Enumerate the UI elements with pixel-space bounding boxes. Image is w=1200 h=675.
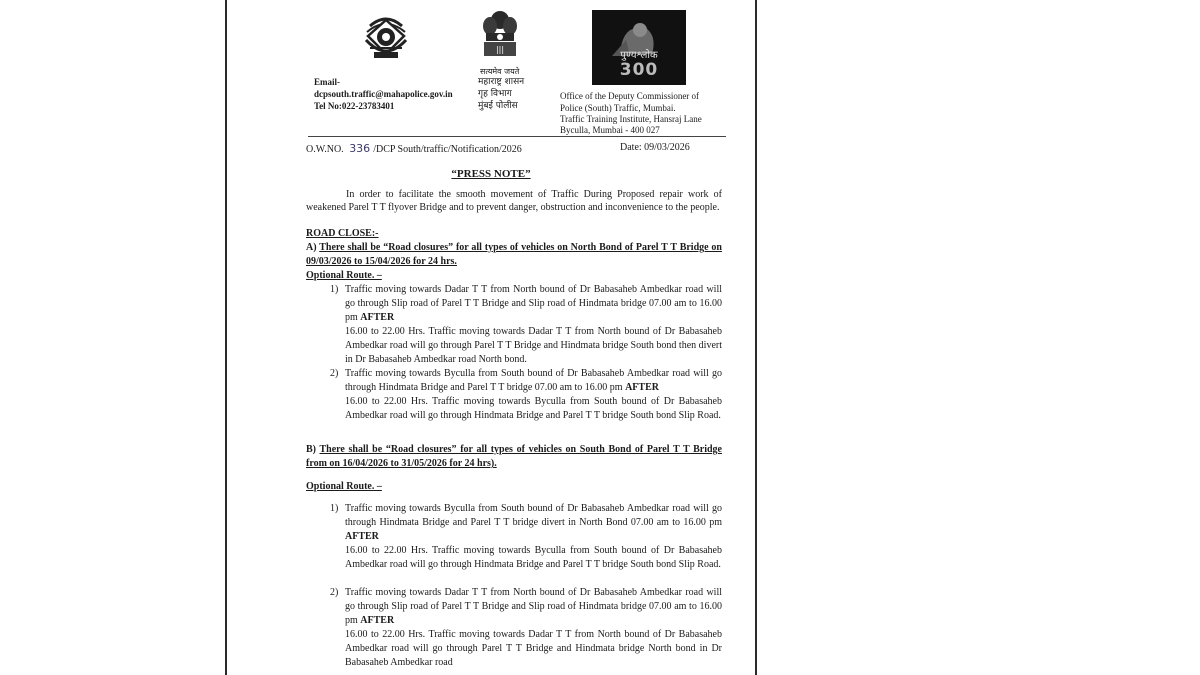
reference-suffix: /DCP South/traffic/Notification/2026 bbox=[373, 144, 522, 155]
section-b-item-1 bbox=[345, 502, 722, 544]
office-line-2: Police (South) Traffic, Mumbai. bbox=[560, 103, 676, 113]
section-b-item-1-continuation: 16.00 to 22.00 Hrs. Traffic moving towards Byculla from South bound of Dr Babasaheb Ambedkar road will go through Hindmata Bridge and Parel T T bridge South bond Slip Road. bbox=[345, 545, 722, 570]
reference-prefix: O.W.NO. bbox=[306, 144, 344, 155]
office-line-4: Byculla, Mumbai - 400 027 bbox=[560, 125, 660, 135]
section-b-item-2-continuation: 16.00 to 22.00 Hrs. Traffic moving towards Dadar T T from North bound of Dr Babasaheb Ambedkar road will go through Parel T T Bridge and Hindmata bridge North bond in Dr Babasaheb Ambedkar road bbox=[345, 629, 722, 668]
section-b-optional-route: Optional Route. – bbox=[306, 481, 382, 492]
section-a-item-2-continuation: 16.00 to 22.00 Hrs. Traffic moving towards Byculla from South bound of Dr Babasaheb Ambedkar road will go through Hindmata Bridge and Parel T T bridge South bond Slip Road. bbox=[345, 396, 722, 421]
office-line-3: Traffic Training Institute, Hansraj Lane bbox=[560, 114, 702, 124]
page-border-left bbox=[225, 0, 227, 675]
section-b-item-2 bbox=[345, 586, 722, 628]
emblem-line-2: गृह विभाग bbox=[478, 89, 512, 99]
emblem-motto: सत्यमेव जयते bbox=[480, 67, 520, 76]
section-b-item-2-text: Traffic moving towards Dadar T T from North bound of Dr Babasaheb Ambedkar road will go through Slip road of Parel T T Bridge and Slip road of Hindmata bridge 07.00 am to 16.00 pm bbox=[345, 587, 722, 626]
svg-text:|||: ||| bbox=[495, 45, 505, 54]
state-emblem-icon bbox=[478, 6, 522, 71]
section-a-item-1 bbox=[345, 283, 722, 325]
section-a-text: There shall be “Road closures” for all types of vehicles on North Bond of Parel T T Bridge on 09/03/2026 to 15/04/2026 for 24 hrs. bbox=[306, 242, 722, 267]
emblem-line-1: महाराष्ट्र शासन bbox=[478, 77, 525, 87]
office-line-1: Office of the Deputy Commissioner of bbox=[560, 91, 700, 101]
section-a-item-1-after: AFTER bbox=[360, 312, 395, 323]
section-a-heading bbox=[306, 241, 722, 269]
section-a-item-2-number: 2) bbox=[330, 368, 339, 379]
section-b-item-1-after: AFTER bbox=[345, 531, 379, 542]
section-a-optional-route: Optional Route. – bbox=[306, 270, 382, 281]
document-date: Date: 09/03/2026 bbox=[620, 142, 690, 153]
section-a-item-1-continuation: 16.00 to 22.00 Hrs. Traffic moving towards Dadar T T from North bound of Dr Babasaheb Ambedkar road will go through Parel T T Bridge and Hindmata bridge South bond then divert in Dr Babasaheb Ambedkar road North bond. bbox=[345, 326, 722, 365]
section-a-item-1-text: Traffic moving towards Dadar T T from North bound of Dr Babasaheb Ambedkar road will go through Slip road of Parel T T Bridge and Slip road of Hindmata bridge 07.00 am to 16.00 pm bbox=[345, 284, 722, 323]
section-b-heading bbox=[306, 443, 722, 471]
section-a-item-2 bbox=[345, 367, 722, 395]
road-close-heading: ROAD CLOSE:- bbox=[306, 228, 379, 239]
header-divider bbox=[308, 136, 726, 137]
section-b-item-2-number: 2) bbox=[330, 587, 339, 598]
section-b-label: B) bbox=[306, 444, 316, 455]
section-a-item-1-number: 1) bbox=[330, 284, 339, 295]
section-a-item-2-text: Traffic moving towards Byculla from South bound of Dr Babasaheb Ambedkar road will go through Hindmata Bridge and Parel T T bridge 07.00 am to 16.00 pm bbox=[345, 368, 722, 393]
logo-number: 300 bbox=[619, 60, 659, 80]
telephone: Tel No:022-23783401 bbox=[314, 101, 395, 111]
page-border-right bbox=[755, 0, 757, 675]
commemorative-logo bbox=[592, 10, 686, 85]
email-label: Email- bbox=[314, 77, 340, 87]
email-address: dcpsouth.traffic@mahapolice.gov.in bbox=[314, 89, 453, 99]
intro-paragraph: In order to facilitate the smooth movement of Traffic During Proposed repair work of weakened Parel T T flyover Bridge and to prevent danger, obstruction and inconvenience to the people. bbox=[306, 189, 722, 213]
section-b-item-2-after: AFTER bbox=[360, 615, 395, 626]
section-b-text: There shall be “Road closures” for all types of vehicles on South Bond of Parel T T Bridge from on 16/04/2026 to 31/05/2026 for 24 hrs). bbox=[306, 444, 722, 469]
emblem-line-3: मुंबई पोलीस bbox=[478, 101, 518, 111]
section-a-item-2-after: AFTER bbox=[625, 382, 659, 393]
section-b-item-1-text: Traffic moving towards Byculla from South bound of Dr Babasaheb Ambedkar road will go through Hindmata Bridge and Parel T T bridge divert in North Bond 07.00 am to 16.00 pm bbox=[345, 503, 722, 528]
document-title: “PRESS NOTE” bbox=[451, 168, 531, 180]
reference-number bbox=[306, 142, 522, 155]
reference-handwritten: 336 bbox=[349, 142, 371, 155]
section-b-item-1-number: 1) bbox=[330, 503, 339, 514]
section-a-label: A) bbox=[306, 242, 317, 253]
mumbai-police-emblem-icon bbox=[356, 8, 416, 69]
press-note-page bbox=[228, 0, 754, 675]
logo-caption: पुण्यश्लोक bbox=[620, 50, 658, 61]
